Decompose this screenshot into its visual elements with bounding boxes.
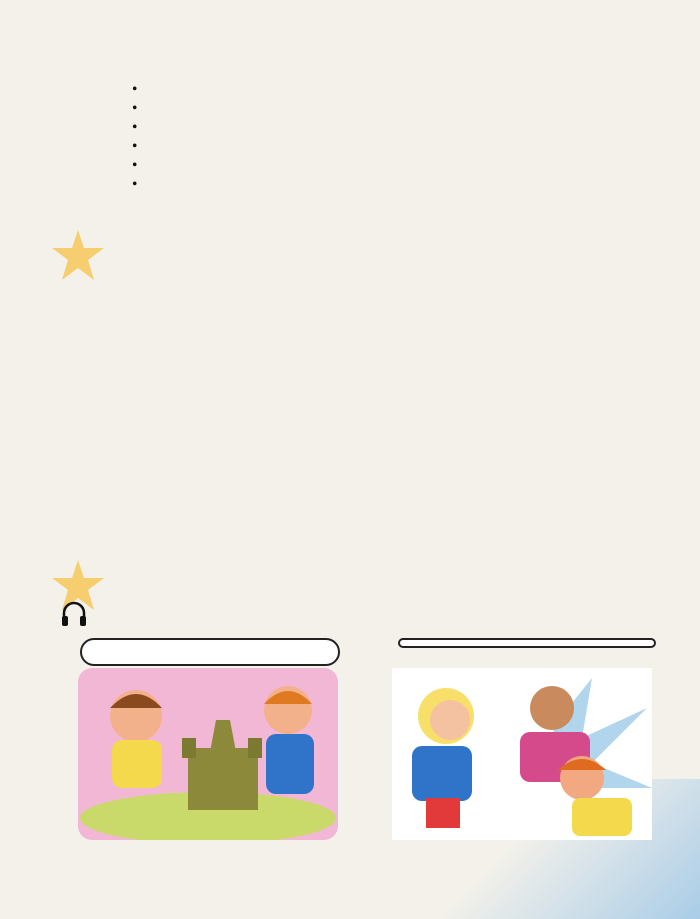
speech-bubble-right — [398, 638, 656, 648]
fight-illustration — [392, 668, 652, 840]
dotted-border-top — [22, 54, 687, 66]
sandcastle-illustration — [78, 668, 338, 840]
question-item — [132, 137, 144, 156]
question-item — [132, 175, 144, 194]
question-item — [132, 99, 144, 118]
question-item — [132, 80, 144, 99]
question-item — [132, 156, 144, 175]
headphones-icon — [60, 600, 88, 628]
star-icon — [50, 228, 106, 284]
dotted-border-left — [18, 70, 30, 880]
speech-bubble-left — [80, 638, 340, 666]
question-item — [132, 118, 144, 137]
question-list — [132, 80, 144, 194]
